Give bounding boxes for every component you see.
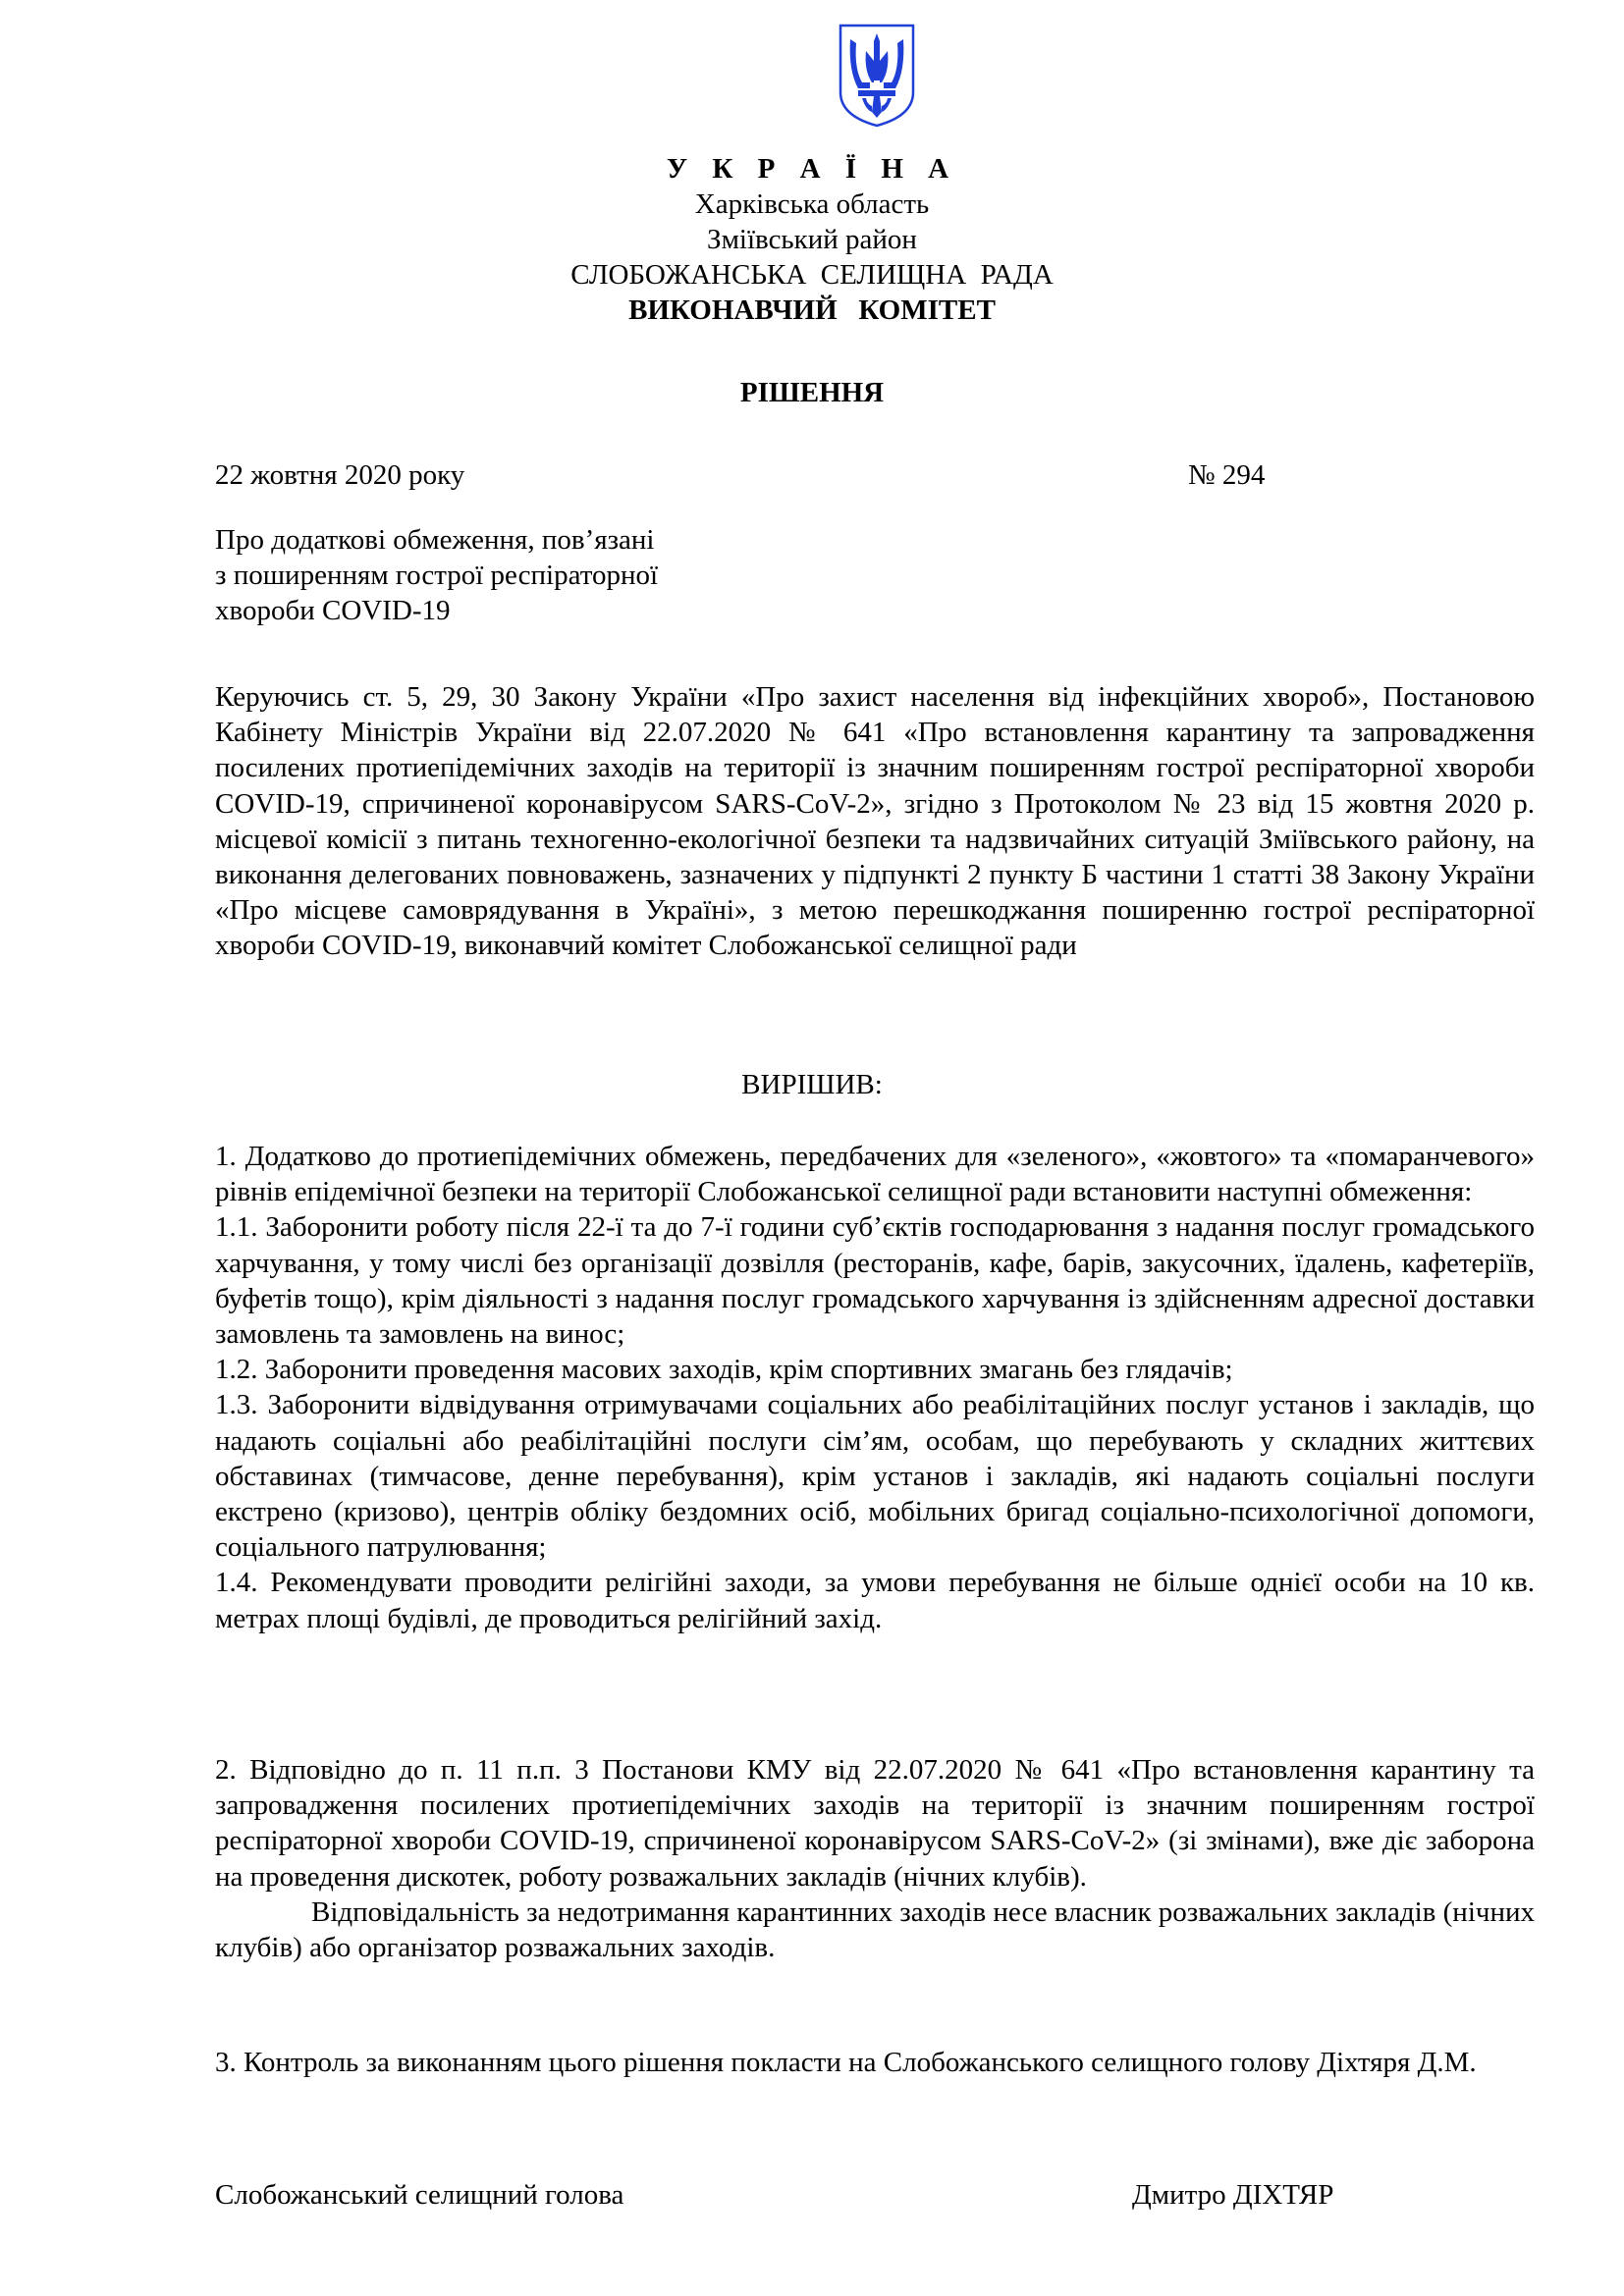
decided-heading: ВИРІШИВ:	[741, 1069, 883, 1100]
signatory-position: Слобожанський селищний голова	[215, 2179, 624, 2211]
document-type-title: РІШЕННЯ	[739, 377, 885, 408]
council-heading: СЛОБОЖАНСЬКА СЕЛИЩНА РАДА	[570, 259, 1054, 291]
preamble-paragraph	[215, 679, 1535, 964]
subject-line: з поширенням гострої респіраторної	[215, 560, 659, 591]
decision-date: 22 жовтня 2020 року	[215, 459, 465, 491]
subject-line: Про додаткові обмеження, пов’язані	[215, 524, 655, 556]
country-heading: У К Р А Ї Н А	[666, 153, 958, 185]
section-2	[215, 1752, 1535, 1965]
section-3	[215, 2045, 1535, 2080]
region-heading: Харківська область	[694, 188, 930, 220]
signatory-name: Дмитро ДІХТЯР	[1132, 2179, 1334, 2211]
item-1-1: 1.1. Заборонити роботу після 22-ї та до 7-ї години суб’єктів господарювання з надання послуг громадського харчування, у тому числі без організації дозвілля (ресторанів, кафе, барів, закусочних, їдалень, кафетеріїв, буфетів тощо), крім діяльності з надання послуг громадського харчування із здійсненням адресної доставки замовлень та замовлень на винос;	[215, 1211, 1535, 1351]
section-1-intro: 1. Додатково до протиепідемічних обмежень, передбачених для «зеленого», «жовтого» та «помаранчевого» рівнів епідемічної безпеки на території Слобожанської селищної ради встановити наступні обмеження:	[215, 1141, 1535, 1208]
responsibility-text: Відповідальність за недотримання карантинних заходів несе власник розважальних закладів (нічних клубів) або організатор розважальних заходів.	[215, 1896, 1535, 1964]
section-1	[215, 1139, 1535, 1636]
committee-heading: ВИКОНАВЧИЙ КОМІТЕТ	[628, 294, 996, 326]
district-heading: Зміївський район	[707, 224, 917, 255]
decision-subject	[215, 522, 658, 628]
item-1-2: 1.2. Заборонити проведення масових заходів, крім спортивних змагань без глядачів;	[215, 1354, 1233, 1386]
item-1-4: 1.4. Рекомендувати проводити релігійні заходи, за умови перебування не більше однієї особи на 10 кв. метрах площі будівлі, де проводиться релігійний захід.	[215, 1567, 1535, 1634]
preamble-text: Керуючись ст. 5, 29, 30 Закону України «Про захист населення від інфекційних хвороб», Постановою Кабінету Міністрів України від 22.07.2020 № 641 «Про встановлення карантину та запровадження посилених протиепідемічних заходів на території із значним поширенням гострої респіраторної хвороби COVID-19, спричиненої коронавірусом SARS-CoV-2», згідно з Протоколом № 23 від 15 жовтня 2020 р. місцевої комісії з питань техногенно-екологічної безпеки та надзвичайних ситуацій Зміївського району, на виконання делегованих повноважень, зазначених у підпункті 2 пункту Б частини 1 статті 38 Закону України «Про місцеве самоврядування в Україні», з метою перешкоджання поширенню гострої респіраторної хвороби COVID-19, виконавчий комітет Слобожанської селищної ради	[215, 681, 1535, 962]
coat-of-arms-icon	[837, 22, 917, 130]
item-1-3: 1.3. Заборонити відвідування отримувачами соціальних або реабілітаційних послуг установ і закладів, що надають соціальні або реабілітаційні послуги сім’ям, особам, що перебувають у складних життєвих обставинах (тимчасове, денне перебування), крім установ і закладів, які надають соціальні послуги екстрено (кризово), центрів обліку бездомних осіб, мобільних бригад соціально-психологічної допомоги, соціального патрулювання;	[215, 1389, 1535, 1564]
decision-number: № 294	[1188, 459, 1266, 491]
section-2-text: 2. Відповідно до п. 11 п.п. 3 Постанови КМУ від 22.07.2020 № 641 «Про встановлення карантину та запровадження посилених протиепідемічних заходів на території із значним поширенням гострої респіраторної хвороби COVID-19, спричиненої коронавірусом SARS-CoV-2» (зі змінами), вже діє заборона на проведення дискотек, роботу розважальних закладів (нічних клубів).	[215, 1754, 1535, 1893]
subject-line: хвороби COVID-19	[215, 595, 451, 626]
section-3-text: 3. Контроль за виконанням цього рішення покласти на Слобожанського селищного голову Діхтяря Д.М.	[215, 2047, 1477, 2078]
